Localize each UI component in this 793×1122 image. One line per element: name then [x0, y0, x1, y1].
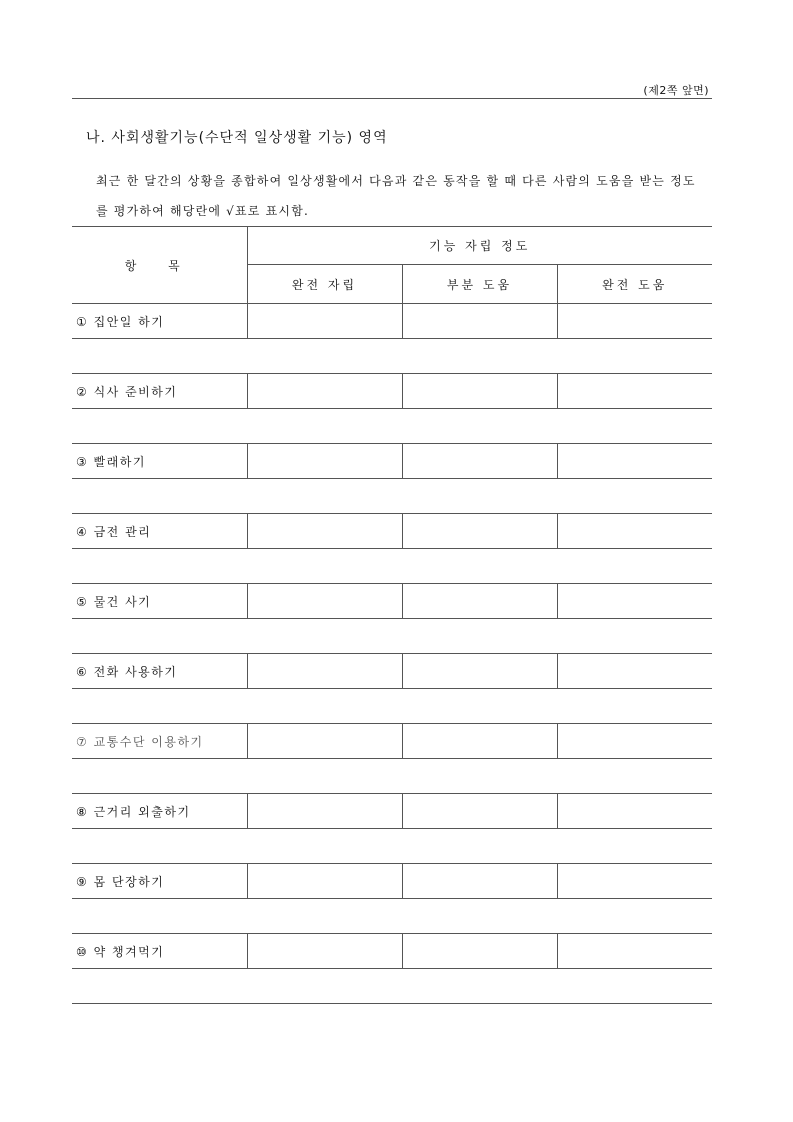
- table-row: [72, 304, 712, 339]
- header-item: 항 목: [72, 227, 247, 304]
- table-row: [72, 864, 712, 899]
- row-spacer: [72, 409, 712, 444]
- header-independence-level: 기능 자립 정도: [247, 227, 712, 265]
- row-spacer: [72, 899, 712, 934]
- row-spacer: [72, 829, 712, 864]
- checkbox-cell-full-help[interactable]: [557, 584, 712, 619]
- checkbox-cell-fully-independent[interactable]: [247, 934, 402, 969]
- description-line-2: 를 평가하여 해당란에 √표로 표시함.: [96, 204, 310, 218]
- table-row: [72, 514, 712, 549]
- item-label: ⑤ 물건 사기: [72, 584, 247, 619]
- item-label: ⑥ 전화 사용하기: [72, 654, 247, 689]
- checkbox-cell-fully-independent[interactable]: [247, 304, 402, 339]
- checkbox-cell-full-help[interactable]: [557, 864, 712, 899]
- checkbox-cell-fully-independent[interactable]: [247, 864, 402, 899]
- description-line-1: 최근 한 달간의 상황을 종합하여 일상생활에서 다음과 같은 동작을 할 때 다른 사람의 도움을 받는 정도: [96, 174, 696, 188]
- header-partial-help: 부분 도움: [402, 265, 557, 304]
- item-label: ④ 금전 관리: [72, 514, 247, 549]
- item-label: ⑨ 몸 단장하기: [72, 864, 247, 899]
- evaluation-table: [72, 226, 712, 1004]
- checkbox-cell-partial-help[interactable]: [402, 654, 557, 689]
- section-title: 나. 사회생활기능(수단적 일상생활 기능) 영역: [86, 130, 388, 146]
- header-full-help: 완전 도움: [557, 265, 712, 304]
- item-label: ⑩ 약 챙겨먹기: [72, 934, 247, 969]
- checkbox-cell-partial-help[interactable]: [402, 934, 557, 969]
- page-label: (제2쪽 앞면): [643, 84, 709, 97]
- table-row: [72, 794, 712, 829]
- checkbox-cell-full-help[interactable]: [557, 514, 712, 549]
- checkbox-cell-fully-independent[interactable]: [247, 444, 402, 479]
- checkbox-cell-full-help[interactable]: [557, 654, 712, 689]
- checkbox-cell-partial-help[interactable]: [402, 304, 557, 339]
- checkbox-cell-fully-independent[interactable]: [247, 374, 402, 409]
- item-label: ⑦ 교통수단 이용하기: [72, 724, 247, 759]
- checkbox-cell-full-help[interactable]: [557, 444, 712, 479]
- checkbox-cell-partial-help[interactable]: [402, 514, 557, 549]
- item-label: ③ 빨래하기: [72, 444, 247, 479]
- checkbox-cell-fully-independent[interactable]: [247, 794, 402, 829]
- checkbox-cell-partial-help[interactable]: [402, 794, 557, 829]
- row-spacer: [72, 339, 712, 374]
- checkbox-cell-partial-help[interactable]: [402, 444, 557, 479]
- checkbox-cell-partial-help[interactable]: [402, 724, 557, 759]
- checkbox-cell-fully-independent[interactable]: [247, 514, 402, 549]
- row-spacer: [72, 969, 712, 1004]
- row-spacer: [72, 549, 712, 584]
- table-row: [72, 374, 712, 409]
- checkbox-cell-fully-independent[interactable]: [247, 724, 402, 759]
- row-spacer: [72, 479, 712, 514]
- checkbox-cell-partial-help[interactable]: [402, 864, 557, 899]
- row-spacer: [72, 689, 712, 724]
- checkbox-cell-full-help[interactable]: [557, 304, 712, 339]
- top-divider: [72, 98, 712, 99]
- row-spacer: [72, 759, 712, 794]
- checkbox-cell-full-help[interactable]: [557, 374, 712, 409]
- row-spacer: [72, 619, 712, 654]
- checkbox-cell-fully-independent[interactable]: [247, 654, 402, 689]
- item-label: ⑧ 근거리 외출하기: [72, 794, 247, 829]
- item-label: ② 식사 준비하기: [72, 374, 247, 409]
- table-row: [72, 444, 712, 479]
- header-fully-independent: 완전 자립: [247, 265, 402, 304]
- table-row: [72, 724, 712, 759]
- checkbox-cell-full-help[interactable]: [557, 724, 712, 759]
- checkbox-cell-fully-independent[interactable]: [247, 584, 402, 619]
- table-row: [72, 584, 712, 619]
- table-row: [72, 654, 712, 689]
- checkbox-cell-full-help[interactable]: [557, 934, 712, 969]
- checkbox-cell-partial-help[interactable]: [402, 584, 557, 619]
- checkbox-cell-partial-help[interactable]: [402, 374, 557, 409]
- checkbox-cell-full-help[interactable]: [557, 794, 712, 829]
- table-row: [72, 934, 712, 969]
- item-label: ① 집안일 하기: [72, 304, 247, 339]
